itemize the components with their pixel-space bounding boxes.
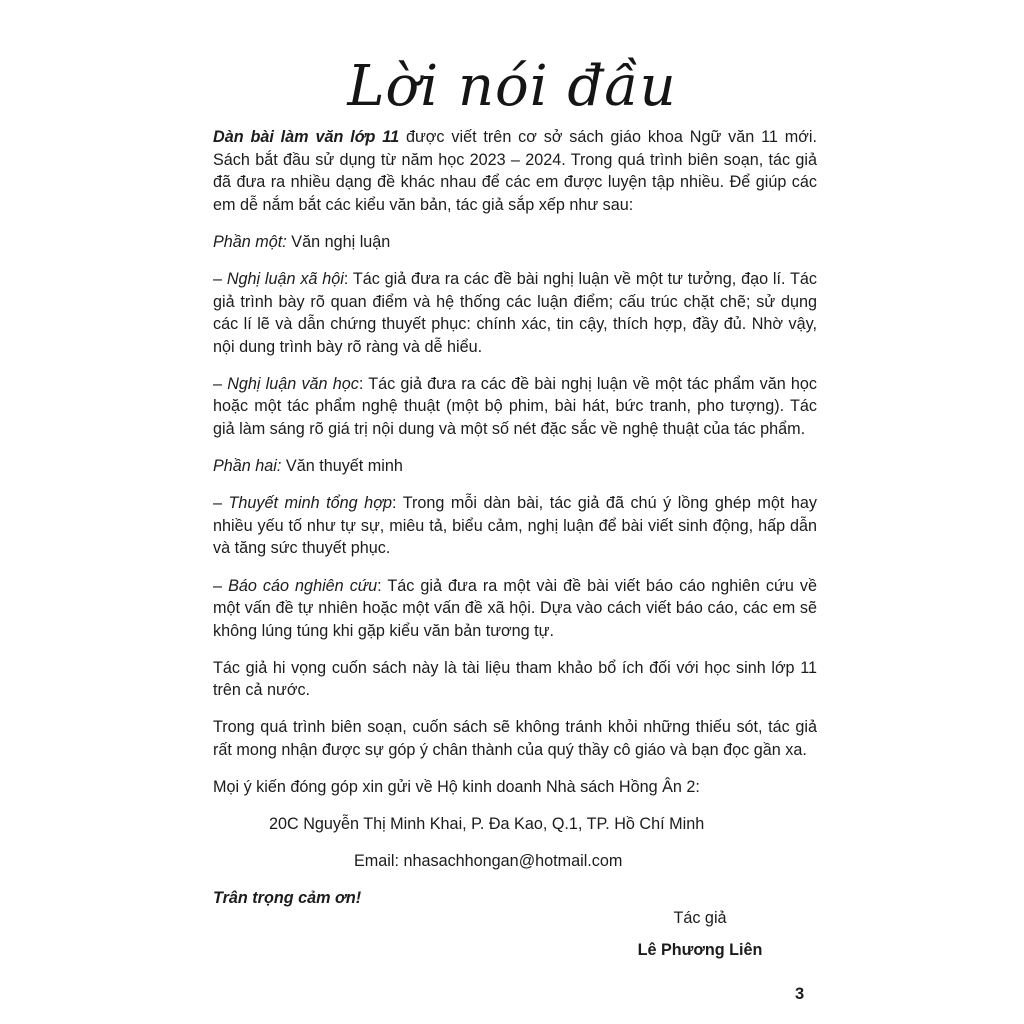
contact-intro: Mọi ý kiến đóng góp xin gửi về Hộ kinh doanh Nhà sách Hồng Ân 2: — [213, 778, 700, 797]
page-number: 3 — [795, 985, 805, 1003]
part-one-title: Văn nghị luận — [286, 232, 391, 251]
thanks-text: Trân trọng cảm ơn! — [213, 889, 362, 908]
book-title: Dàn bài làm văn lớp 11 — [213, 128, 400, 146]
item-term: Nghị luận xã hội — [226, 269, 344, 288]
part-two-heading — [213, 455, 817, 478]
part-one-heading — [213, 231, 817, 254]
part-two-item-synthesis — [213, 492, 817, 560]
part-one-item-literary — [213, 373, 817, 441]
page-title: Lời nói đầu — [347, 54, 677, 119]
signature-name: Lê Phương Liên — [637, 941, 763, 959]
item-text: : Tác giả đưa ra các đề bài nghị luận về một tư tưởng, đạo lí. Tác giả trình bày rõ quan điểm và hệ thống các luận điểm; cấu trúc chặt chẽ; sử dụng các lí lẽ và dẫn chứng thuyết phục: chính xác, tin cậy, thích hợp, đầy đủ. Nhờ vậy, nội dung trình bày rõ ràng và dễ hiểu. — [213, 269, 817, 356]
hope-paragraph: Tác giả hi vọng cuốn sách này là tài liệu tham khảo bổ ích đối với học sinh lớp 11 trên cả nước. — [213, 658, 817, 700]
thanks-line — [213, 887, 817, 910]
item-term: Nghị luận văn học — [227, 374, 359, 393]
contact-email: Email: nhasachhongan@hotmail.com — [354, 852, 623, 871]
part-two-label: Phần hai: — [213, 457, 282, 476]
contact-address: 20C Nguyễn Thị Minh Khai, P. Đa Kao, Q.1, TP. Hồ Chí Minh — [269, 815, 705, 834]
item-term: Báo cáo nghiên cứu — [228, 576, 378, 595]
item-text: : Trong mỗi dàn bài, tác giả đã chú ý lồng ghép một hay nhiều yếu tố như tự sự, miêu tả, biểu cảm, nghị luận để bài viết sinh động, hấp dẫn và tăng sức thuyết phục. — [213, 494, 817, 558]
preface-body — [213, 126, 817, 925]
part-one-label: Phần một: — [213, 232, 287, 251]
signature-role: Tác giả — [673, 909, 727, 927]
part-one-item-social — [213, 268, 817, 358]
intro-text: được viết trên cơ sở sách giáo khoa Ngữ văn 11 mới. Sách bắt đầu sử dụng từ năm học 2023 – 2024. Trong quá trình biên soạn, tác giả đã đưa ra nhiều dạng đề khác nhau để các em được luyện tập nhiều. Để giúp các em dễ nắm bắt các kiểu văn bản, tác giả sắp xếp như sau: — [213, 128, 817, 214]
intro-paragraph — [213, 126, 817, 216]
part-two-title: Văn thuyết minh — [281, 457, 403, 476]
item-dash: – — [213, 374, 228, 393]
item-text: : Tác giả đưa ra một vài đề bài viết báo cáo nghiên cứu về một vấn đề tự nhiên hoặc một vấn đề xã hội. Dựa vào cách viết báo cáo, các em sẽ không lúng túng khi gặp kiểu văn bản tương tự. — [213, 576, 817, 640]
apology-paragraph: Trong quá trình biên soạn, cuốn sách sẽ không tránh khỏi những thiếu sót, tác giả rất mong nhận được sự góp ý chân thành của quý thầy cô giáo và bạn đọc gần xa. — [213, 718, 817, 760]
item-dash: – — [213, 269, 227, 288]
item-dash: – — [213, 494, 229, 513]
item-text: : Tác giả đưa ra các đề bài nghị luận về một tác phẩm văn học hoặc một tác phẩm nghệ thuật (một bộ phim, bài hát, bức tranh, pho tượng). Tác giả làm sáng rõ giá trị nội dung và một số nét đặc sắc về nghệ thuật của tác phẩm. — [213, 374, 817, 439]
part-two-item-research — [213, 575, 817, 643]
item-dash: – — [213, 576, 229, 595]
item-term: Thuyết minh tổng hợp — [228, 494, 392, 513]
